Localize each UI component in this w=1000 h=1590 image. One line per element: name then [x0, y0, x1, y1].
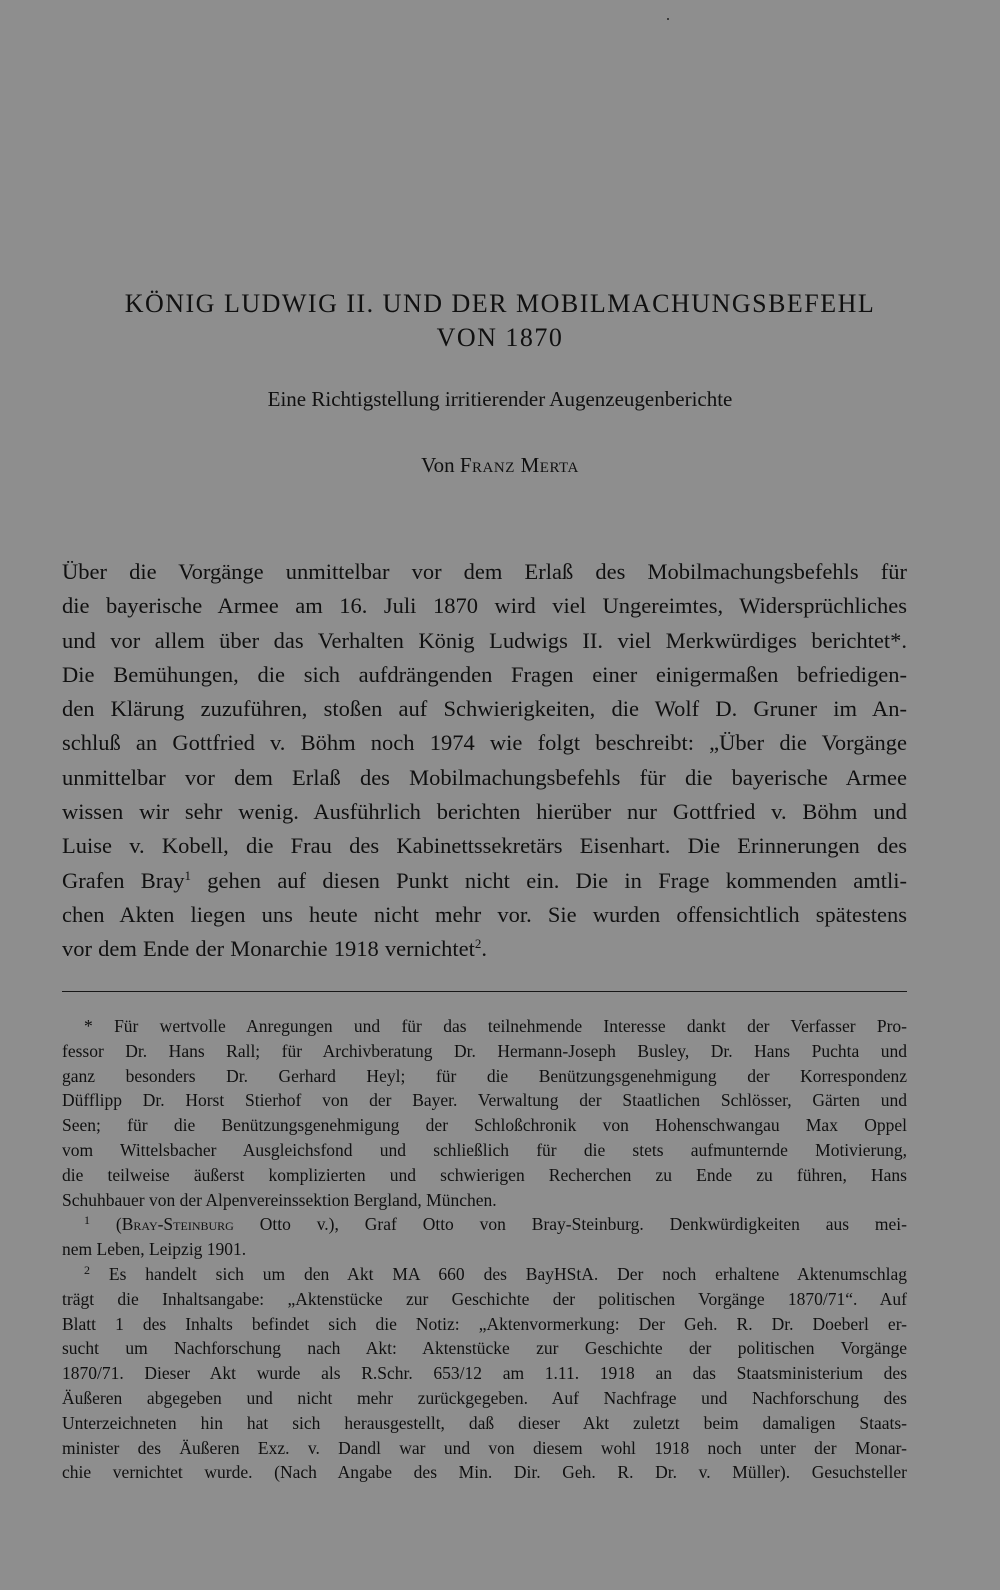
scan-speck [667, 18, 669, 20]
body-text-run: gehen auf diesen Punkt nicht ein. Die in Frage kommenden amtli- [191, 867, 907, 893]
body-line: schluß an Gottfried v. Böhm noch 1974 wie folgt beschreibt: „Über die Vorgänge [62, 730, 907, 756]
footnote-text: Für wertvolle Anregungen und für das teilnehmende Interesse dankt der Verfasser Pro- [114, 1016, 907, 1036]
footnote-line: Äußeren abgegeben und nicht mehr zurückgegeben. Auf Nachfrage und Nachforschung des [62, 1387, 907, 1408]
footnote-text: Es handelt sich um den Akt MA 660 des BayHStA. Der noch erhaltene Aktenumschlag [108, 1263, 907, 1284]
body-line: chen Akten liegen uns heute nicht mehr vor. Sie wurden offensichtlich spätestens [62, 901, 907, 927]
footnote-line: minister des Äußeren Exz. v. Dandl war und von diesem wohl 1918 noch unter der Monar- [62, 1437, 907, 1458]
footnote-line: trägt die Inhaltsangabe: „Aktenstücke zur Geschichte der politischen Vorgänge 1870/71“. Auf [62, 1288, 907, 1309]
footnote-divider [62, 991, 907, 992]
title-line-1: KÖNIG LUDWIG II. UND DER MOBILMACHUNGSBEFEHL [124, 289, 876, 318]
body-line: wissen wir sehr wenig. Ausführlich berichten hierüber nur Gottfried v. Böhm und [62, 799, 907, 825]
body-line: die bayerische Armee am 16. Juli 1870 wird viel Ungereimtes, Widersprüchliches [62, 593, 907, 619]
body-line: Die Bemühungen, die sich aufdrängenden Fragen einer einigermaßen befriedigen- [62, 661, 907, 687]
footnote-line: chie vernichtet wurde. (Nach Angabe des Min. Dir. Geh. R. Dr. v. Müller). Gesuchsteller [62, 1462, 907, 1483]
footnotes [62, 1014, 907, 1485]
body-line [62, 932, 907, 966]
footnote-line: Unterzeichneten hin hat sich herausgestellt, daß dieser Akt zuletzt beim damaligen Staats- [62, 1412, 907, 1433]
footnote-star-line [62, 1014, 907, 1039]
footnote-1-line [62, 1212, 907, 1237]
body-line: und vor allem über das Verhalten König Ludwigs II. viel Merkwürdiges berichtet*. [62, 627, 907, 653]
footnote-ref-2[interactable]: 2 [474, 936, 482, 952]
body-text-run: vor dem Ende der Monarchie 1918 vernichtet [62, 936, 475, 962]
footnote-line: sucht um Nachforschung nach Akt: Aktenstücke zur Geschichte der politischen Vorgänge [62, 1338, 907, 1359]
title-line-2: VON 1870 [436, 323, 564, 352]
byline-prefix: Von [421, 453, 455, 477]
body-line: unmittelbar vor dem Erlaß des Mobilmachungsbefehls für die bayerische Armee [62, 764, 907, 790]
footnote-1-smallcaps: (Bray-Steinburg [115, 1214, 234, 1235]
footnote-line: Seen; für die Benützungsgenehmigung der Schloßchronik von Hohenschwangau Max Oppel [62, 1115, 907, 1136]
body-line [62, 864, 907, 898]
footnote-line: ganz besonders Dr. Gerhard Heyl; für die Benützungsgenehmigung der Korrespondenz [62, 1065, 907, 1086]
body-text-run: Grafen Bray [62, 867, 185, 893]
footnote-text: Otto v.), Graf Otto von Bray-Steinburg. Denkwürdigkeiten aus mei- [233, 1214, 907, 1235]
footnote-line: fessor Dr. Hans Rall; für Archivberatung Dr. Hermann-Joseph Busley, Dr. Hans Puchta und [62, 1040, 907, 1061]
body-line: Über die Vorgänge unmittelbar vor dem Erlaß des Mobilmachungsbefehls für [62, 559, 907, 584]
footnote-2-mark: 2 [84, 1262, 90, 1277]
body-line: Luise v. Kobell, die Frau des Kabinettssekretärs Eisenhart. Die Erinnerungen des [62, 833, 907, 859]
footnote-line: Düfflipp Dr. Horst Stierhof von der Bayer. Verwaltung der Staatlichen Schlösser, Gärten und [62, 1090, 907, 1111]
footnote-2-line [62, 1262, 907, 1287]
footnote-line: die teilweise äußerst komplizierten und schwierigen Recherchen zu Ende zu führen, Hans [62, 1164, 907, 1185]
footnote-line: vom Wittelsbacher Ausgleichsfond und schließlich für die stets aufmunternde Motivierung, [62, 1139, 907, 1160]
footnote-1-mark: 1 [84, 1213, 90, 1228]
body-text-run: . [481, 936, 487, 962]
article-title [60, 287, 940, 355]
footnote-star-mark: * [84, 1016, 93, 1036]
footnote-line: nem Leben, Leipzig 1901. [62, 1239, 247, 1260]
article-subtitle: Eine Richtigstellung irritierender Augenzeugenberichte [267, 387, 733, 411]
byline [60, 452, 940, 478]
footnote-line: 1870/71. Dieser Akt wurde als R.Schr. 653/12 am 1.11. 1918 an das Staatsministerium des [62, 1363, 907, 1384]
body-paragraph [62, 555, 907, 967]
footnote-ref-1[interactable]: 1 [184, 867, 191, 883]
author-name: Franz Merta [459, 453, 579, 477]
footnote-line: Blatt 1 des Inhalts befindet sich die Notiz: „Aktenvormerkung: Der Geh. R. Dr. Doeberl er- [62, 1313, 907, 1334]
footnote-line: Schuhbauer von der Alpenvereinssektion Bergland, München. [62, 1189, 497, 1210]
body-line: den Klärung zuzuführen, stoßen auf Schwierigkeiten, die Wolf D. Gruner im An- [62, 696, 907, 722]
